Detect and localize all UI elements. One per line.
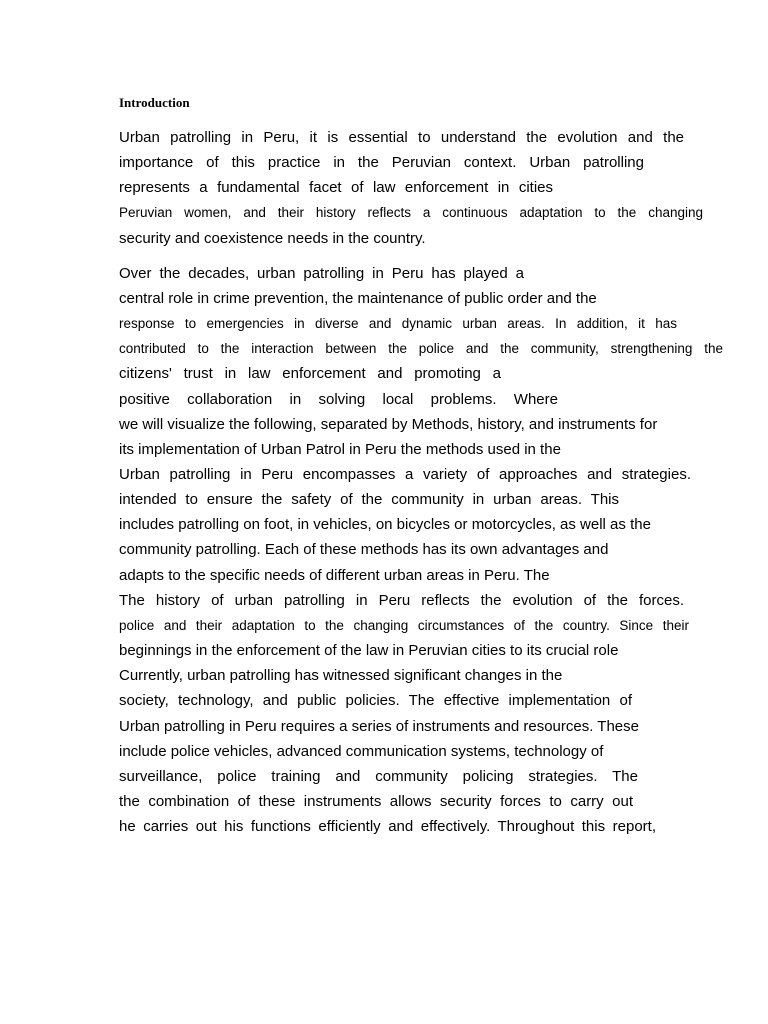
section-heading: Introduction — [119, 95, 190, 110]
paragraph-line: include police vehicles, advanced communication systems, technology of — [119, 743, 604, 760]
paragraph-line: security and coexistence needs in the country. — [119, 230, 426, 247]
paragraph-line: society, technology, and public policies. The effective implementation of — [119, 692, 632, 709]
paragraph-line: includes patrolling on foot, in vehicles, on bicycles or motorcycles, as well as the — [119, 516, 651, 533]
paragraph-line: police and their adaptation to the changing circumstances of the country. Since their — [119, 618, 689, 633]
paragraph-line: citizens' trust in law enforcement and promoting a — [119, 365, 501, 382]
paragraph-line: Urban patrolling in Peru requires a series of instruments and resources. These — [119, 718, 639, 735]
paragraph-line: the combination of these instruments allows security forces to carry out — [119, 793, 633, 810]
paragraph-line: Currently, urban patrolling has witnessed significant changes in the — [119, 667, 563, 684]
paragraph-line: response to emergencies in diverse and dynamic urban areas. In addition, it has — [119, 316, 677, 331]
paragraph-line: community patrolling. Each of these methods has its own advantages and — [119, 541, 609, 558]
paragraph-line: positive collaboration in solving local problems. Where — [119, 391, 558, 408]
paragraph-line: adapts to the specific needs of different urban areas in Peru. The — [119, 567, 550, 584]
paragraph-line: importance of this practice in the Peruvian context. Urban patrolling — [119, 154, 644, 171]
paragraph-line: we will visualize the following, separated by Methods, history, and instruments for — [119, 416, 658, 433]
paragraph-line: he carries out his functions efficiently and effectively. Throughout this report, — [119, 818, 656, 835]
paragraph-line: intended to ensure the safety of the community in urban areas. This — [119, 491, 619, 508]
paragraph-line: contributed to the interaction between the police and the community, strengthening the — [119, 341, 723, 356]
paragraph-line: beginnings in the enforcement of the law in Peruvian cities to its crucial role — [119, 642, 619, 659]
paragraph-line: Urban patrolling in Peru, it is essential to understand the evolution and the — [119, 129, 684, 146]
paragraph-line: Urban patrolling in Peru encompasses a variety of approaches and strategies. — [119, 466, 691, 483]
paragraph-line: Peruvian women, and their history reflects a continuous adaptation to the changing — [119, 205, 703, 220]
paragraph-line: The history of urban patrolling in Peru reflects the evolution of the forces. — [119, 592, 684, 609]
paragraph-line: its implementation of Urban Patrol in Peru the methods used in the — [119, 441, 561, 458]
paragraph-line: surveillance, police training and community policing strategies. The — [119, 768, 638, 785]
paragraph-line: represents a fundamental facet of law enforcement in cities — [119, 179, 553, 196]
paragraph-line: Over the decades, urban patrolling in Peru has played a — [119, 265, 524, 282]
paragraph-line: central role in crime prevention, the maintenance of public order and the — [119, 290, 597, 307]
